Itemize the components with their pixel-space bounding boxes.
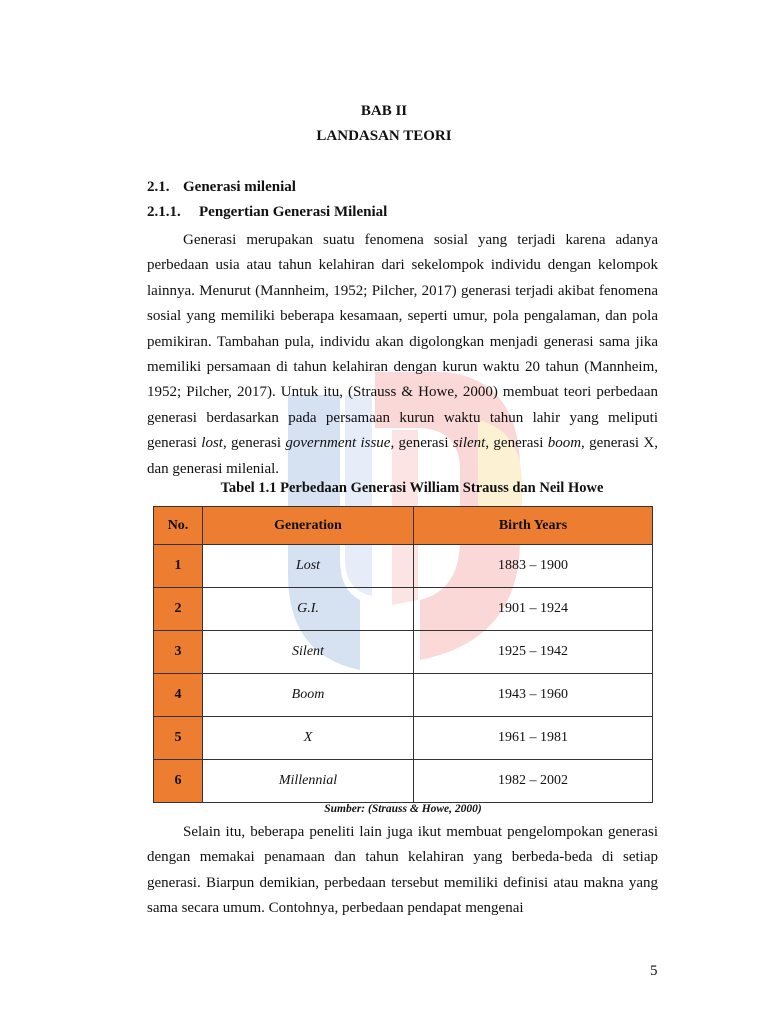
section-heading <box>147 179 296 196</box>
table-row <box>154 674 653 717</box>
row-generation: Boom <box>203 674 414 717</box>
table-source: Sumber: (Strauss & Howe, 2000) <box>324 803 482 815</box>
table-row <box>154 545 653 588</box>
header-birth-years: Birth Years <box>414 507 653 545</box>
row-birth-years: 1901 – 1924 <box>414 588 653 631</box>
generation-table <box>153 506 653 803</box>
row-birth-years: 1883 – 1900 <box>414 545 653 588</box>
subsection-number: 2.1.1. <box>147 204 181 220</box>
page-number: 5 <box>650 963 658 979</box>
row-birth-years: 1943 – 1960 <box>414 674 653 717</box>
row-number: 3 <box>154 631 203 674</box>
row-birth-years: 1961 – 1981 <box>414 717 653 760</box>
row-number: 1 <box>154 545 203 588</box>
table-row <box>154 588 653 631</box>
header-generation: Generation <box>203 507 414 545</box>
section-title: Generasi milenial <box>183 179 296 195</box>
row-number: 5 <box>154 717 203 760</box>
table-row <box>154 631 653 674</box>
subsection-heading <box>147 204 387 221</box>
chapter-title: LANDASAN TEORI <box>316 128 452 144</box>
row-number: 6 <box>154 760 203 803</box>
header-no: No. <box>154 507 203 545</box>
row-number: 2 <box>154 588 203 631</box>
row-generation: Lost <box>203 545 414 588</box>
row-birth-years: 1925 – 1942 <box>414 631 653 674</box>
table-row <box>154 717 653 760</box>
table-header-row <box>154 507 653 545</box>
subsection-title: Pengertian Generasi Milenial <box>199 204 388 220</box>
paragraph-selain-itu: Selain itu, beberapa peneliti lain juga ikut membuat pengelompokan generasi dengan memakai penamaan dan tahun kelahiran yang berbeda-beda di setiap generasi. Biarpun demikian, perbedaan tersebut memiliki definisi atau makna yang sama secara umum. Contohnya, perbedaan pendapat mengenai <box>147 824 658 917</box>
section-number: 2.1. <box>147 179 170 195</box>
paragraph-generasi: Generasi merupakan suatu fenomena sosial yang terjadi karena adanya perbedaan usia atau tahun kelahiran dari sekelompok individu dengan kelompok lainnya. Menurut (Mannheim, 1952; Pilcher, 2017) generasi terjadi akibat fenomena sosial yang memiliki beberapa kesamaan, seperti umur, pola pengalaman, dan pola pemikiran. Tambahan pula, individu akan digolongkan menjadi generasi sama jika memiliki persamaan di tahun kelahiran dengan kurun waktu 20 tahun (Mannheim, 1952; Pilcher, 2017). Untuk itu, (Strauss & Howe, 2000) membuat teori perbedaan generasi berdasarkan pada persamaan kurun waktu tahun lahir yang meliputi generasi lost, generasi government issue, generasi silent, generasi boom, generasi X, dan generasi milenial. <box>147 232 658 477</box>
row-generation: G.I. <box>203 588 414 631</box>
row-generation: Silent <box>203 631 414 674</box>
chapter-number: BAB II <box>360 103 408 119</box>
row-number: 4 <box>154 674 203 717</box>
table-row <box>154 760 653 803</box>
row-generation: X <box>203 717 414 760</box>
row-generation: Millennial <box>203 760 414 803</box>
row-birth-years: 1982 – 2002 <box>414 760 653 803</box>
table-caption: Tabel 1.1 Perbedaan Generasi William Strauss dan Neil Howe <box>220 480 604 496</box>
